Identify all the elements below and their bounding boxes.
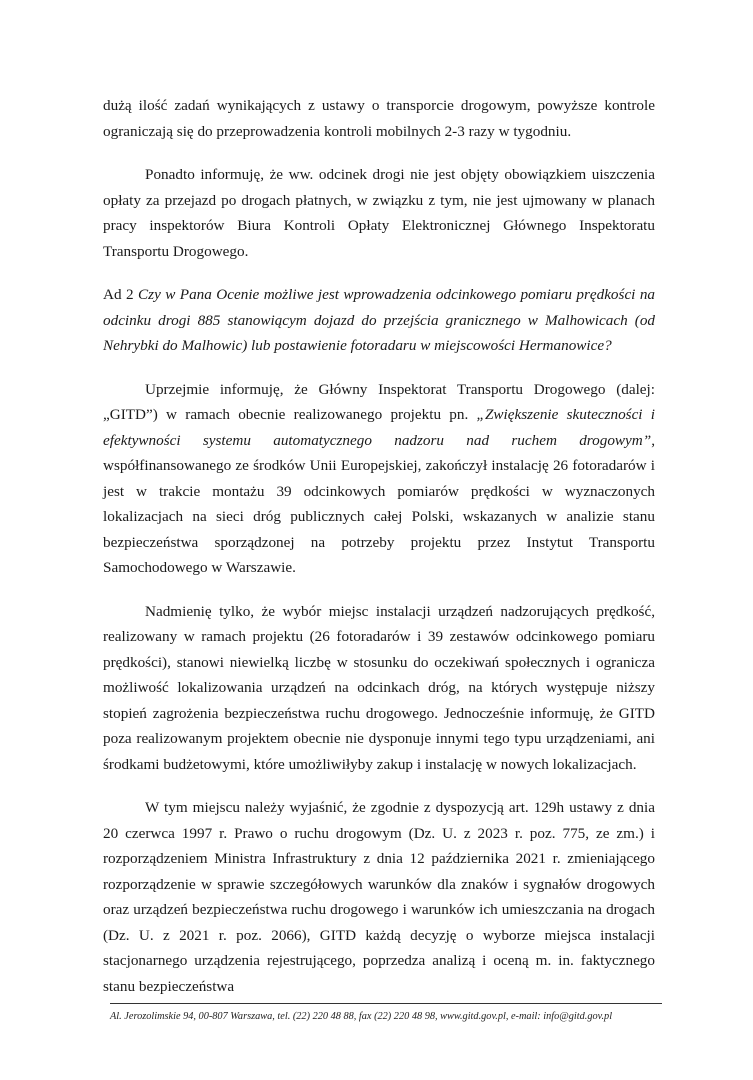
paragraph-legal-basis: W tym miejscu należy wyjaśnić, że zgodnie z dyspozycją art. 129h ustawy z dnia 20 czerwca 1997 r. Prawo o ruchu drogowym (Dz. U. z 2023 r. poz. 775, ze zm.) i rozporządzeniem Ministra Infrastruktury z dnia 12 października 2021 r. zmieniającego rozporządzenie w sprawie szczegółowych warunków dla znaków i sygnałów drogowych oraz urządzeń bezpieczeństwa ruchu drogowego i warunków ich umieszczania na drogach (Dz. U. z 2021 r. poz. 2066), GITD każdą decyzję o wyborze miejsca instalacji stacjonarnego urządzenia rejestrującego, poprzedza analizą i oceną m. in. faktycznego stanu bezpieczeństwa [103, 799, 655, 995]
paragraph-gitd-project-intro: Uprzejmie informuję, że Główny Inspektorat Transportu Drogowego (dalej: „GITD”) w ramach obecnie realizowanego projektu pn. [103, 380, 655, 423]
footer-address: Al. Jerozolimskie 94, 00-807 Warszawa, tel. (22) 220 48 88, fax (22) 220 48 98, www.gitd.gov.pl, e-mail: info@gitd.gov.pl [110, 1011, 613, 1022]
paragraph-gitd-project [103, 377, 655, 581]
question-2 [103, 282, 655, 359]
question-2-text: Czy w Pana Ocenie możliwe jest wprowadzenia odcinkowego pomiaru prędkości na odcinku drogi 885 stanowiącym dojazd do przejścia granicznego w Malhowicach (od Nehrybki do Malhowic) lub postawienie fotoradaru w miejscowości Hermanowice? [103, 286, 656, 354]
footer-divider [110, 1003, 662, 1004]
letter-body [103, 93, 655, 1017]
question-2-label: Ad 2 [103, 286, 134, 303]
paragraph-site-selection: Nadmienię tylko, że wybór miejsc instalacji urządzeń nadzorujących prędkość, realizowany w ramach projektu (26 fotoradarów i 39 zestawów odcinkowego pomiaru prędkości), stanowi niewielką liczbę w stosunku do oczekiwań społecznych i ogranicza możliwość lokalizowania urządzeń na odcinkach dróg, na których występuje niższy stopień zagrożenia bezpieczeństwa ruchu drogowego. Jednocześnie informuję, że GITD poza realizowanym projektem obecnie nie dysponuje innymi tego typu urządzeniami, ani środkami budżetowymi, które umożliwiłyby zakup i instalację w nowych lokalizacjach. [103, 602, 655, 773]
paragraph-gitd-project-rest: , współfinansowanego ze środków Unii Europejskiej, zakończył instalację 26 fotoradarów i jest w trakcie montażu 39 odcinkowych pomiarów prędkości w wyznaczonych lokalizacjach na sieci dróg publicznych całej Polski, wskazanych w analizie stanu bezpieczeństwa sporządzonej na potrzeby projektu przez Instytut Transportu Samochodowego w Warszawie. [103, 431, 655, 576]
paragraph-toll-info: Ponadto informuję, że ww. odcinek drogi nie jest objęty obowiązkiem uiszczenia opłaty za przejazd po drogach płatnych, w związku z tym, nie jest ujmowany w planach pracy inspektorów Biura Kontroli Opłaty Elektronicznej Głównego Inspektoratu Transportu Drogowego. [103, 166, 655, 260]
paragraph-continuation: dużą ilość zadań wynikających z ustawy o transporcie drogowym, powyższe kontrole ograniczają się do przeprowadzenia kontroli mobilnych 2-3 razy w tygodniu. [103, 97, 655, 140]
project-name: „Zwiększenie skuteczności i efektywności systemu automatycznego nadzoru nad ruchem drogowym” [103, 406, 655, 449]
